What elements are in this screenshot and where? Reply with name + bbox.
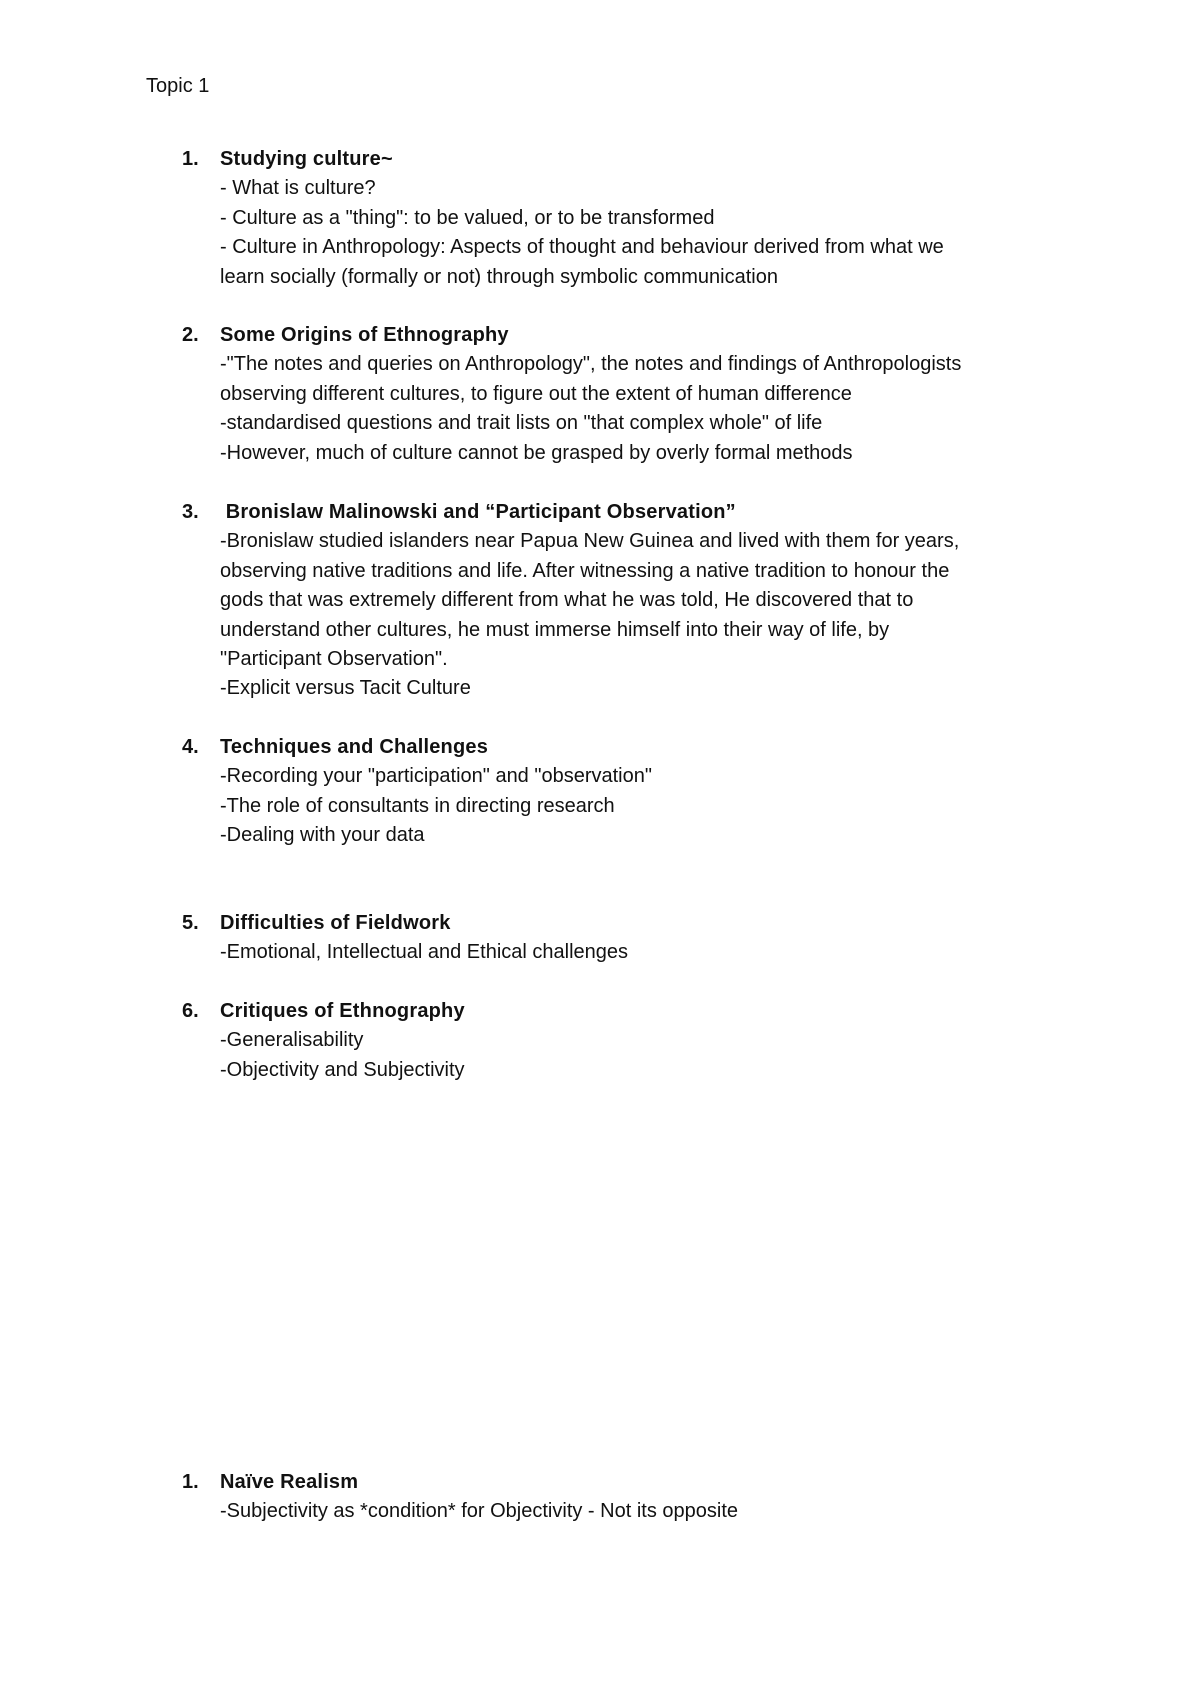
list-number: 2. [182,324,199,346]
section-line: "Participant Observation". [220,648,448,671]
list-number: 6. [182,1000,199,1022]
list-number: 1. [182,148,199,170]
section-heading: Studying culture~ [220,148,393,170]
section-line: observing different cultures, to figure out the extent of human difference [220,382,852,405]
list-number: 3. [182,501,199,523]
section-line: -Emotional, Intellectual and Ethical challenges [220,941,629,964]
page-header: Topic 1 [146,75,210,97]
section-heading: Difficulties of Fieldwork [220,912,451,934]
list-number: 5. [182,912,199,934]
section-heading-row [182,997,1082,1026]
section-line: - Culture in Anthropology: Aspects of thought and behaviour derived from what we [220,236,944,259]
list-item-difficulties [182,909,1082,968]
section-line: -Subjectivity as *condition* for Objectivity - Not its opposite [220,1500,738,1523]
list-item-malinowski [182,498,1082,704]
section-line: - What is culture? [220,177,376,200]
list-item-critiques [182,997,1082,1085]
section-heading: Techniques and Challenges [220,736,489,758]
section-heading-row [182,498,1082,527]
section-heading-row [182,1468,1082,1497]
list-item-studying-culture [182,145,1082,292]
section-heading-row [182,733,1082,762]
section-line: -Recording your "participation" and "observation" [220,765,652,788]
list-number: 1. [182,1471,199,1493]
section-line: -standardised questions and trait lists on "that complex whole" of life [220,412,823,435]
section-heading-row [182,145,1082,174]
section-line: -Bronislaw studied islanders near Papua New Guinea and lived with them for years, [220,530,960,553]
section-heading-row [182,321,1082,350]
section-line: -Generalisability [220,1029,364,1052]
section-line: -Dealing with your data [220,824,425,847]
section-line: observing native traditions and life. After witnessing a native tradition to honour the [220,559,950,582]
section-heading-row [182,909,1082,938]
section-line: -The role of consultants in directing research [220,794,615,817]
list-item-naive-realism [182,1468,1082,1527]
section-line: -However, much of culture cannot be grasped by overly formal methods [220,441,853,464]
section-heading: Critiques of Ethnography [220,1000,465,1022]
section-line: -"The notes and queries on Anthropology", the notes and findings of Anthropologists [220,353,962,376]
section-line: - Culture as a "thing": to be valued, or to be transformed [220,206,715,229]
section-line: -Objectivity and Subjectivity [220,1058,465,1081]
section-line: learn socially (formally or not) through symbolic communication [220,265,778,288]
section-line: gods that was extremely different from what he was told, He discovered that to [220,589,914,612]
section-line: understand other cultures, he must immerse himself into their way of life, by [220,618,890,641]
section-heading: Some Origins of Ethnography [220,324,509,346]
list-item-origins-of-ethnography [182,321,1082,468]
section-heading: Bronislaw Malinowski and “Participant Observation” [220,501,736,523]
section-line: -Explicit versus Tacit Culture [220,677,471,700]
section-heading: Naïve Realism [220,1471,359,1493]
list-number: 4. [182,736,199,758]
list-item-techniques [182,733,1082,851]
